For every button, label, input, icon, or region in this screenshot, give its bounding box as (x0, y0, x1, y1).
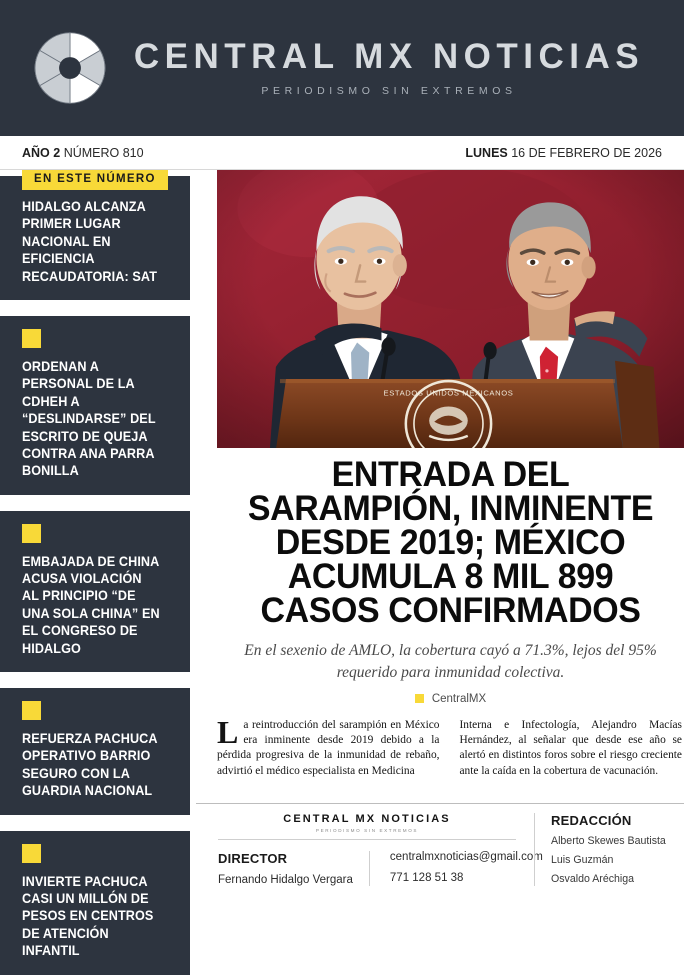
date-bar (0, 136, 684, 170)
redaccion-name: Luis Guzmán (551, 854, 614, 866)
sidebar-item-headline: INVIERTE PACHUCA CASI UN MILLÓN DE PESOS EN CENTROS DE ATENCIÓN INFANTIL (22, 873, 154, 959)
sidebar-item-3[interactable] (0, 688, 190, 815)
contact-email[interactable]: centralmxnoticias@gmail.com (389, 851, 543, 863)
redaccion-block (534, 813, 684, 886)
main-subheadline: En el sexenio de AMLO, la cobertura cayó a 71.3%, lejos del 95% requerido para inmunidad colectiva. (244, 641, 657, 681)
redaccion-name: Osvaldo Aréchiga (551, 873, 635, 885)
footer-brand-title: CENTRAL MX NOTICIAS (283, 813, 451, 825)
sidebar-item-0[interactable] (0, 173, 190, 300)
sidebar-item-1[interactable] (0, 316, 190, 495)
issue-info (22, 146, 144, 160)
page-title: CENTRAL MX NOTICIAS (133, 37, 645, 77)
weekday-label: LUNES (465, 145, 508, 160)
page-body (0, 170, 684, 959)
bullet-square-icon (22, 524, 41, 543)
bullet-square-icon (22, 844, 41, 863)
footer-left (196, 813, 543, 886)
year-label: AÑO 2 (22, 145, 61, 160)
issue-number: NÚMERO 810 (63, 145, 144, 160)
issue-tag: EN ESTE NÚMERO (22, 170, 168, 190)
redaccion-name: Alberto Skewes Bautista (551, 835, 666, 847)
sidebar (0, 170, 190, 959)
article-body (217, 713, 684, 779)
byline-source: CentralMX (431, 692, 487, 705)
main-content (190, 170, 684, 900)
footer-masthead (218, 813, 516, 840)
contact-phone[interactable]: 771 128 51 38 (389, 872, 464, 884)
article-column-2: Interna e Infectología, Alejandro Macías Hernández, al señalar que desde ese año se alertó en distintos foros sobre el riesgo creciente ante la caída en la cobertura de vacunación. (459, 718, 682, 777)
article-column-1: La reintroducción del sarampión en México era inminente desde 2019 debido a la pérdida progresiva de la inmunidad de rebaño, advirtió el médico especialista en Medicina (217, 713, 440, 777)
publication-date (465, 146, 662, 160)
brand-tagline: PERIODISMO SIN EXTREMOS (261, 84, 517, 97)
footer (196, 803, 684, 900)
sidebar-item-headline: EMBAJADA DE CHINA ACUSA VIOLACIÓN AL PRINCIPIO “DE UNA SOLA CHINA” EN EL CONGRESO DE HIDALGO (22, 553, 160, 656)
byline (217, 693, 684, 705)
sidebar-item-headline: HIDALGO ALCANZA PRIMER LUGAR NACIONAL EN EFICIENCIA RECAUDATORIA: SAT (22, 199, 158, 284)
sidebar-item-headline: REFUERZA PACHUCA OPERATIVO BARRIO SEGURO CON LA GUARDIA NACIONAL (22, 731, 158, 799)
byline-square-icon (415, 694, 424, 703)
date-label: 16 DE FEBRERO DE 2026 (511, 145, 662, 160)
director-block (218, 851, 369, 886)
sidebar-item-2[interactable] (0, 511, 190, 672)
camera-aperture-icon (28, 26, 112, 110)
director-name: Fernando Hidalgo Vergara (218, 874, 353, 886)
sidebar-item-4[interactable] (0, 831, 190, 975)
main-headline: ENTRADA DEL SARAMPIÓN, INMINENTE DESDE 2019; MÉXICO ACUMULA 8 MIL 899 CASOS CONFIRMADOS (247, 455, 654, 630)
sidebar-item-headline: ORDENAN A PERSONAL DE LA CDHEH A “DESLINDARSE” DEL ESCRITO DE QUEJA CONTRA ANA PARRA BONILLA (22, 358, 156, 479)
bullet-square-icon (22, 701, 41, 720)
masthead (0, 0, 684, 136)
svg-text:ESTADOS UNIDOS MEXICANOS: ESTADOS UNIDOS MEXICANOS (383, 388, 514, 398)
director-label: DIRECTOR (218, 851, 288, 866)
contact-block (369, 851, 559, 886)
footer-brand-tagline: PERIODISMO SIN EXTREMOS (315, 828, 419, 833)
bullet-square-icon (22, 329, 41, 348)
lead-photo (217, 170, 684, 448)
redaccion-label: REDACCIÓN (551, 813, 632, 828)
